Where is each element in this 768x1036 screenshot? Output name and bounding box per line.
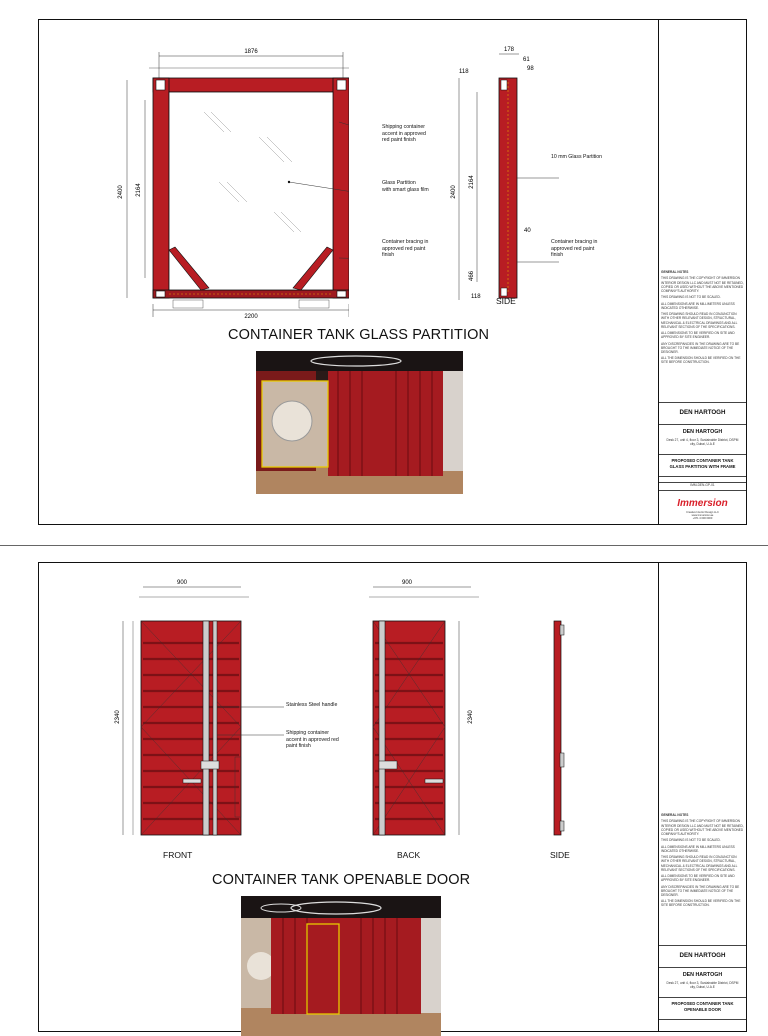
dim-side-left: 118 xyxy=(459,69,469,75)
dim-door-width-back: 900 xyxy=(401,580,413,586)
notes-heading: GENERAL NOTES xyxy=(661,270,689,274)
logo-subline: www.immersion.ae xyxy=(691,514,714,517)
glass-partition-elevation xyxy=(109,42,349,322)
side-view-label-door: SIDE xyxy=(550,850,570,860)
note-line: approved red paint xyxy=(382,245,426,252)
note-item: ALL THE DIMENSION SHOULD BE VERIFIED ON THE SITE BEFORE CONSTRUCTION. xyxy=(661,356,741,365)
note-item: THIS DRAWING SHOULD READ IN CONJUNCTION WITH OTHER RELEVANT DESIGN, STRUCTURAL, MECHANICAL & ELECTRICAL DRAWINGS AND ALL RELEVANT SECTIONS OF THE SPECIFICATIONS. xyxy=(661,855,738,872)
note-item: ALL DIMENSIONS ARE IN MILLIMETERS UNLESS INDICATED OTHERWISE. xyxy=(661,301,735,310)
side-view-label: SIDE xyxy=(496,296,516,306)
logo-subline: +971 4 000 0000 xyxy=(692,517,713,520)
sheet2-title: CONTAINER TANK OPENABLE DOOR xyxy=(212,872,471,888)
drawing-title-line1: PROPOSED CONTAINER TANK xyxy=(671,1001,734,1006)
drawing-sheet-openable-door xyxy=(38,562,747,1032)
back-view-label: BACK xyxy=(397,850,421,860)
note-glass-partition xyxy=(382,180,429,193)
note-shipping-container-door xyxy=(286,730,339,750)
note-item: THIS DRAWING IS THE COPYRIGHT OF IMMERSION INTERIOR DESIGN LLC AND MUST NOT BE RETAINED, COPIED OR USED WITHOUT THE ABOVE MENTIONED COMPANY'S AUTHORITY. xyxy=(661,819,744,836)
sheet-separator xyxy=(0,545,768,546)
note-item: THIS DRAWING IS THE COPYRIGHT OF IMMERSION INTERIOR DESIGN LLC AND MUST NOT BE RETAINED, COPIED OR USED WITHOUT THE ABOVE MENTIONED COMPANY'S AUTHORITY. xyxy=(661,276,744,293)
client-name-large: DEN HARTOGH xyxy=(679,952,726,959)
note-shipping-container xyxy=(382,124,426,144)
dim-side-466: 466 xyxy=(469,270,475,282)
note-item: ALL DIMENSIONS TO BE VERIFIED ON SITE AND APPROVED BY SITE ENGINEER. xyxy=(661,874,735,883)
note-item: ANY DISCREPANCIES IN THE DRAWING ARE TO BE BROUGHT TO THE IMMEDIATE NOTICE OF THE DESIGNER. xyxy=(661,341,740,354)
dim-side-bottom: 118 xyxy=(471,294,481,300)
client-address: Desk 27, unit 4, floor 3, Sustainable District, DSPM city, Dubai, U.A.E xyxy=(666,438,739,446)
note-line: Shipping container xyxy=(286,730,329,736)
note-bracing xyxy=(382,239,428,259)
note-line: red paint finish xyxy=(382,137,416,143)
note-glass-10mm: 10 mm Glass Partition xyxy=(551,154,603,160)
logo-subline: Creative Interior Design LLC xyxy=(686,511,719,514)
note-line: with smart glass film xyxy=(382,186,429,193)
client-name-large: DEN HARTOGH xyxy=(679,409,726,416)
dim-height-inner: 2164 xyxy=(136,183,142,197)
drawing-title-line2: OPENABLE DOOR xyxy=(684,1007,721,1012)
dim-door-height-front: 2340 xyxy=(115,710,121,724)
logo-subtext xyxy=(659,511,746,520)
dim-door-height-back: 2340 xyxy=(468,710,474,724)
dim-side-height-inner: 2164 xyxy=(469,175,475,189)
dim-side-height-outer: 2400 xyxy=(451,185,457,199)
dim-height-outer: 2400 xyxy=(118,185,124,199)
note-line: accent in approved xyxy=(382,130,426,137)
client-name: DEN HARTOGH xyxy=(682,429,723,435)
note-item: THIS DRAWING SHOULD READ IN CONJUNCTION WITH OTHER RELEVANT DESIGN, STRUCTURAL, MECHANICAL & ELECTRICAL DRAWINGS AND ALL RELEVANT SECTIONS OF THE SPECIFICATIONS. xyxy=(661,312,738,329)
dim-side-total: 178 xyxy=(503,47,515,53)
note-line: Shipping container xyxy=(382,124,425,130)
door-back-view xyxy=(339,577,489,847)
note-line: accent in approved red xyxy=(286,736,339,743)
note-item: ALL DIMENSIONS TO BE VERIFIED ON SITE AND APPROVED BY SITE ENGINEER. xyxy=(661,331,735,340)
dim-width-bottom: 2200 xyxy=(244,314,258,320)
render-photo-openable-door xyxy=(241,896,441,1036)
client-address: Desk 27, unit 4, floor 3, Sustainable District, DSPM city, Dubai, U.A.E xyxy=(666,981,739,989)
door-side-view xyxy=(544,577,574,847)
note-stainless-handle: Stainless Steel handle xyxy=(286,702,338,708)
dim-door-width-front: 900 xyxy=(176,580,188,586)
sheet1-title: CONTAINER TANK GLASS PARTITION xyxy=(228,327,490,343)
note-item: THIS DRAWING IS NOT TO BE SCALED. xyxy=(661,838,721,843)
title-block-sheet1 xyxy=(658,20,746,524)
note-line: finish xyxy=(551,252,564,258)
client-name: DEN HARTOGH xyxy=(682,972,723,978)
note-item: ALL DIMENSIONS ARE IN MILLIMETERS UNLESS INDICATED OTHERWISE. xyxy=(661,844,735,853)
general-notes xyxy=(661,813,744,910)
general-notes xyxy=(661,270,744,367)
drawing-title-line1: PROPOSED CONTAINER TANK xyxy=(671,458,734,463)
note-item: ALL THE DIMENSION SHOULD BE VERIFIED ON THE SITE BEFORE CONSTRUCTION. xyxy=(661,899,741,908)
drawing-title-line2: GLASS PARTITION WITH FRAME xyxy=(669,464,736,469)
note-line: approved red paint xyxy=(551,245,595,252)
note-item: ANY DISCREPANCIES IN THE DRAWING ARE TO BE BROUGHT TO THE IMMEDIATE NOTICE OF THE DESIGNER. xyxy=(661,884,740,897)
door-front-view xyxy=(109,577,319,847)
dim-width-top: 1876 xyxy=(244,49,258,55)
note-line: paint finish xyxy=(286,743,311,749)
note-bracing-side xyxy=(551,239,597,259)
note-line: Glass Partition xyxy=(382,180,416,186)
note-line: finish xyxy=(382,252,395,258)
dim-side-a: 61 xyxy=(523,57,530,63)
notes-heading: GENERAL NOTES xyxy=(661,813,689,817)
front-view-label: FRONT xyxy=(163,850,193,860)
note-line: Container bracing in xyxy=(551,239,598,245)
note-line: Container bracing in xyxy=(382,239,429,245)
title-block-sheet2 xyxy=(658,563,746,1031)
render-photo-glass-partition xyxy=(256,351,463,494)
immersion-logo: Immersion xyxy=(677,498,728,509)
drawing-sheet-glass-partition xyxy=(38,19,747,525)
dim-side-b: 98 xyxy=(527,66,534,72)
note-item: THIS DRAWING IS NOT TO BE SCALED. xyxy=(661,295,721,300)
glass-partition-side-view xyxy=(449,42,559,302)
dim-side-40: 40 xyxy=(524,228,531,234)
drawing-number: IMM-DEN-GP-01 xyxy=(690,483,715,487)
